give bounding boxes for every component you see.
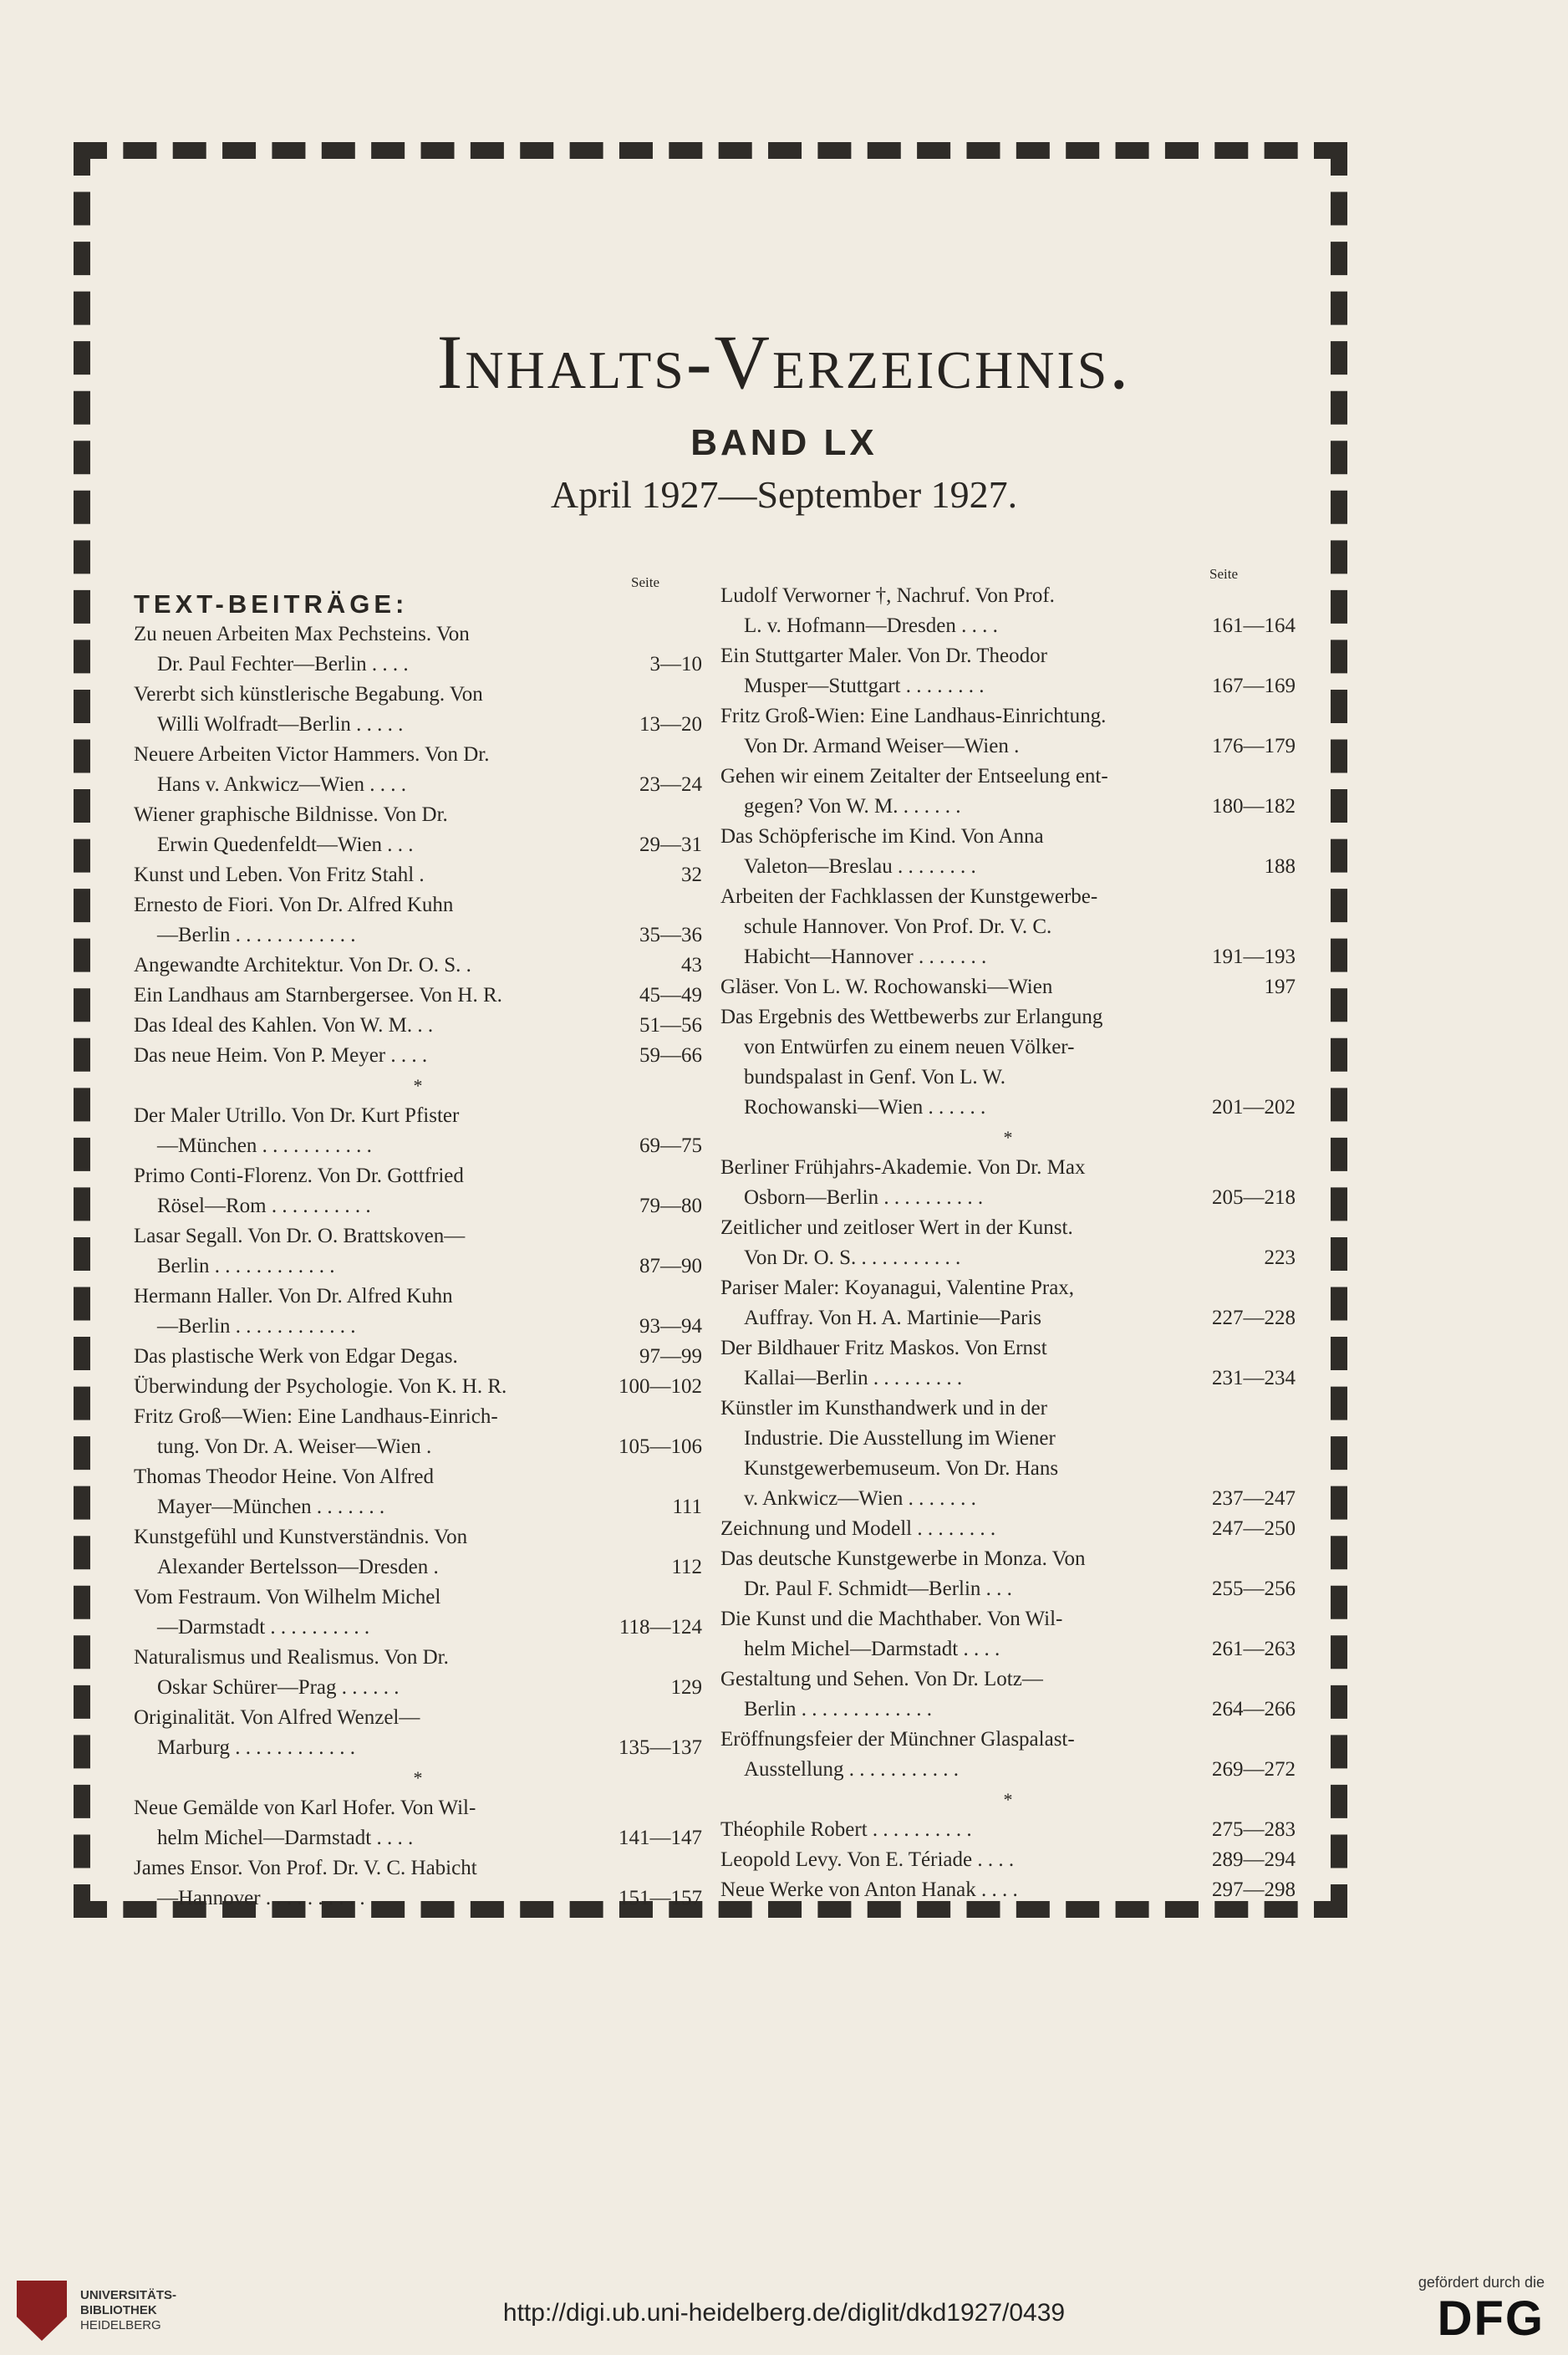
toc-entry[interactable] xyxy=(720,882,1296,972)
entry-text-line: gegen? Von W. M. . . . . . . xyxy=(744,795,961,818)
entry-text-line: Lasar Segall. Von Dr. O. Brattskoven— xyxy=(134,1225,466,1247)
entry-text-line: Gläser. Von L. W. Rochowanski—Wien xyxy=(720,976,1053,998)
volume-label: BAND LX xyxy=(690,422,878,463)
section-separator-star: * xyxy=(413,1767,423,1788)
entry-page-range: 297—298 xyxy=(1212,1878,1296,1901)
entry-text-line: Kallai—Berlin . . . . . . . . . xyxy=(744,1367,963,1389)
entry-text-line: helm Michel—Darmstadt . . . . xyxy=(157,1827,414,1849)
toc-entry[interactable] xyxy=(134,1342,702,1372)
entry-text-line: Der Maler Utrillo. Von Dr. Kurt Pfister xyxy=(134,1104,460,1127)
entry-text-line: James Ensor. Von Prof. Dr. V. C. Habicht xyxy=(134,1857,477,1879)
entry-page-range: 118—124 xyxy=(619,1616,702,1639)
entry-text-line: Leopold Levy. Von E. Tériade . . . . xyxy=(720,1848,1015,1871)
right-column xyxy=(720,566,1296,1905)
entry-text-line: Originalität. Von Alfred Wenzel— xyxy=(134,1706,420,1729)
toc-entry[interactable] xyxy=(720,972,1296,1002)
toc-entry[interactable] xyxy=(134,1011,702,1041)
entry-page-range: 111 xyxy=(672,1496,702,1518)
entry-text-line: Musper—Stuttgart . . . . . . . . xyxy=(744,675,985,697)
entry-text-line: Eröffnungsfeier der Münchner Glaspalast- xyxy=(720,1728,1075,1751)
toc-entry[interactable] xyxy=(720,1213,1296,1273)
entry-text-line: von Entwürfen zu einem neuen Völker- xyxy=(744,1036,1075,1058)
toc-entry[interactable] xyxy=(134,1402,702,1462)
section-separator-star: * xyxy=(1003,1789,1013,1810)
entry-text-line: —Berlin . . . . . . . . . . . . xyxy=(157,1315,356,1338)
toc-entry[interactable] xyxy=(134,619,702,680)
toc-entry[interactable] xyxy=(134,1462,702,1522)
entry-text-line: Osborn—Berlin . . . . . . . . . . xyxy=(744,1186,984,1209)
toc-entry[interactable] xyxy=(720,701,1296,762)
toc-entry[interactable] xyxy=(720,641,1296,701)
entry-text-line: Habicht—Hannover . . . . . . . xyxy=(744,946,987,968)
toc-entry[interactable] xyxy=(134,1041,702,1071)
entry-text-line: Hermann Haller. Von Dr. Alfred Kuhn xyxy=(134,1285,453,1307)
toc-entry[interactable] xyxy=(134,1522,702,1583)
toc-entry[interactable] xyxy=(134,951,702,981)
toc-entry[interactable] xyxy=(134,1101,702,1161)
toc-entry[interactable] xyxy=(134,680,702,740)
entry-page-range: 167—169 xyxy=(1212,675,1296,697)
toc-entry[interactable] xyxy=(720,1002,1296,1123)
section-heading: TEXT-BEITRÄGE: xyxy=(134,589,409,619)
entry-page-range: 59—66 xyxy=(639,1044,702,1067)
entry-page-range: 43 xyxy=(681,954,702,976)
entry-page-range: 69—75 xyxy=(639,1134,702,1157)
toc-entry[interactable] xyxy=(720,1664,1296,1725)
entry-text-line: Angewandte Architektur. Von Dr. O. S. . xyxy=(134,954,471,976)
section-separator-star: * xyxy=(1003,1127,1013,1148)
toc-entry[interactable] xyxy=(720,1845,1296,1875)
entry-page-range: 100—102 xyxy=(619,1375,702,1398)
entry-text-line: Naturalismus und Realismus. Von Dr. xyxy=(134,1646,449,1669)
toc-entry[interactable] xyxy=(720,1514,1296,1544)
entry-page-range: 247—250 xyxy=(1212,1517,1296,1540)
footer xyxy=(0,2274,1568,2355)
entry-text-line: Alexander Bertelsson—Dresden . xyxy=(157,1556,439,1578)
entry-text-line: Neue Werke von Anton Hanak . . . . xyxy=(720,1878,1018,1901)
library-name: UNIVERSITÄTS- BIBLIOTHEK HEIDELBERG xyxy=(80,2288,177,2332)
toc-entry[interactable] xyxy=(720,1394,1296,1514)
entry-text-line: Rochowanski—Wien . . . . . . xyxy=(744,1096,986,1119)
entry-text-line: Théophile Robert . . . . . . . . . . xyxy=(720,1818,972,1841)
toc-entry[interactable] xyxy=(720,1815,1296,1845)
toc-entry[interactable] xyxy=(134,740,702,800)
entry-text-line: Dr. Paul Fechter—Berlin . . . . xyxy=(157,653,409,675)
toc-entry[interactable] xyxy=(134,1161,702,1221)
entry-page-range: 93—94 xyxy=(639,1315,702,1338)
toc-entry[interactable] xyxy=(134,860,702,890)
entry-text-line: Überwindung der Psychologie. Von K. H. R. xyxy=(134,1375,507,1398)
entry-text-line: Erwin Quedenfeldt—Wien . . . xyxy=(157,833,414,856)
dfg-logo[interactable] xyxy=(1418,2274,1545,2347)
entry-page-range: 227—228 xyxy=(1212,1307,1296,1329)
entry-page-range: 129 xyxy=(670,1676,702,1699)
entry-page-range: 201—202 xyxy=(1212,1096,1296,1119)
entry-text-line: Das plastische Werk von Edgar Degas. xyxy=(134,1345,458,1368)
entry-text-line: Das Ergebnis des Wettbewerbs zur Erlangung xyxy=(720,1006,1103,1028)
entry-list xyxy=(720,581,1296,1905)
entry-text-line: Kunstgewerbemuseum. Von Dr. Hans xyxy=(744,1457,1059,1480)
toc-entry[interactable] xyxy=(720,1153,1296,1213)
entry-text-line: Kunstgefühl und Kunstverständnis. Von xyxy=(134,1526,468,1548)
entry-text-line: Vererbt sich künstlerische Begabung. Von xyxy=(134,683,483,706)
entry-text-line: Berlin . . . . . . . . . . . . xyxy=(157,1255,335,1277)
entry-text-line: Der Bildhauer Fritz Maskos. Von Ernst xyxy=(720,1337,1047,1359)
entry-text-line: Wiener graphische Bildnisse. Von Dr. xyxy=(134,803,448,826)
page-column-label: Seite xyxy=(1209,566,1238,582)
entry-page-range: 13—20 xyxy=(639,713,702,736)
entry-text-line: Mayer—München . . . . . . . xyxy=(157,1496,385,1518)
entry-text-line: Ludolf Verworner †, Nachruf. Von Prof. xyxy=(720,584,1055,607)
left-column xyxy=(134,574,702,1914)
entry-text-line: Das deutsche Kunstgewerbe in Monza. Von xyxy=(720,1547,1086,1570)
entry-page-range: 112 xyxy=(671,1556,702,1578)
entry-text-line: Fritz Groß-Wien: Eine Landhaus-Einrichtung. xyxy=(720,705,1107,727)
entry-page-range: 289—294 xyxy=(1212,1848,1296,1871)
entry-page-range: 261—263 xyxy=(1212,1638,1296,1660)
entry-page-range: 161—164 xyxy=(1212,614,1296,637)
toc-entry[interactable] xyxy=(134,1583,702,1643)
entry-page-range: 176—179 xyxy=(1212,735,1296,757)
entry-page-range: 105—106 xyxy=(619,1435,702,1458)
entry-text-line: Marburg . . . . . . . . . . . . xyxy=(157,1736,356,1759)
entry-page-range: 29—31 xyxy=(639,833,702,856)
entry-text-line: Ausstellung . . . . . . . . . . . xyxy=(744,1758,959,1781)
entry-page-range: 79—80 xyxy=(639,1195,702,1217)
entry-text-line: tung. Von Dr. A. Weiser—Wien . xyxy=(157,1435,432,1458)
entry-text-line: Kunst und Leben. Von Fritz Stahl . xyxy=(134,864,425,886)
toc-entry[interactable] xyxy=(134,981,702,1011)
entry-text-line: Zeichnung und Modell . . . . . . . . xyxy=(720,1517,996,1540)
entry-text-line: Fritz Groß—Wien: Eine Landhaus-Einrich- xyxy=(134,1405,498,1428)
entry-page-range: 231—234 xyxy=(1212,1367,1296,1389)
entry-text-line: Valeton—Breslau . . . . . . . . xyxy=(744,855,976,878)
entry-text-line: Pariser Maler: Koyanagui, Valentine Prax, xyxy=(720,1277,1075,1299)
entry-text-line: Zeitlicher und zeitloser Wert in der Kunst. xyxy=(720,1216,1073,1239)
entry-text-line: Von Dr. O. S. . . . . . . . . . . xyxy=(744,1246,961,1269)
entry-page-range: 191—193 xyxy=(1212,946,1296,968)
entry-text-line: Rösel—Rom . . . . . . . . . . xyxy=(157,1195,371,1217)
entry-page-range: 35—36 xyxy=(639,924,702,946)
entry-text-line: Die Kunst und die Machthaber. Von Wil- xyxy=(720,1608,1063,1630)
entry-text-line: Ein Landhaus am Starnbergersee. Von H. R. xyxy=(134,984,502,1007)
toc-entry[interactable] xyxy=(134,1703,702,1763)
entry-text-line: Gestaltung und Sehen. Von Dr. Lotz— xyxy=(720,1668,1043,1690)
entry-page-range: 97—99 xyxy=(639,1345,702,1368)
entry-text-line: Von Dr. Armand Weiser—Wien . xyxy=(744,735,1020,757)
entry-page-range: 32 xyxy=(681,864,702,886)
entry-page-range: 205—218 xyxy=(1212,1186,1296,1209)
entry-text-line: Künstler im Kunsthandwerk und in der xyxy=(720,1397,1047,1420)
entry-page-range: 264—266 xyxy=(1212,1698,1296,1720)
entry-text-line: Primo Conti-Florenz. Von Dr. Gottfried xyxy=(134,1165,464,1187)
entry-page-range: 51—56 xyxy=(639,1014,702,1037)
toc-entry[interactable] xyxy=(720,1544,1296,1604)
entry-page-range: 45—49 xyxy=(639,984,702,1007)
entry-page-range: 180—182 xyxy=(1212,795,1296,818)
entry-page-range: 151—157 xyxy=(619,1887,702,1909)
page-column-label: Seite xyxy=(631,574,659,590)
entry-text-line: Thomas Theodor Heine. Von Alfred xyxy=(134,1466,434,1488)
toc-entry[interactable] xyxy=(720,1273,1296,1333)
toc-entry[interactable] xyxy=(134,1643,702,1703)
entry-text-line: schule Hannover. Von Prof. Dr. V. C. xyxy=(744,915,1052,938)
entry-text-line: Ernesto de Fiori. Von Dr. Alfred Kuhn xyxy=(134,894,454,916)
toc-entry[interactable] xyxy=(720,1604,1296,1664)
entry-page-range: 135—137 xyxy=(619,1736,702,1759)
entry-text-line: Das Schöpferische im Kind. Von Anna xyxy=(720,825,1044,848)
toc-entry[interactable] xyxy=(720,762,1296,822)
entry-page-range: 141—147 xyxy=(619,1827,702,1849)
entry-page-range: 269—272 xyxy=(1212,1758,1296,1781)
toc-entry[interactable] xyxy=(134,1793,702,1853)
funding-note: gefördert durch die xyxy=(1418,2274,1545,2291)
entry-text-line: Dr. Paul F. Schmidt—Berlin . . . xyxy=(744,1578,1012,1600)
entry-page-range: 188 xyxy=(1264,855,1296,878)
toc-entry[interactable] xyxy=(134,1853,702,1914)
entry-text-line: Vom Festraum. Von Wilhelm Michel xyxy=(134,1586,441,1608)
entry-page-range: 23—24 xyxy=(639,773,702,796)
toc-entry[interactable] xyxy=(720,1333,1296,1394)
entry-text-line: Arbeiten der Fachklassen der Kunstgewerbe- xyxy=(720,885,1098,908)
toc-entry[interactable] xyxy=(134,1372,702,1402)
entry-text-line: —Darmstadt . . . . . . . . . . xyxy=(157,1616,370,1639)
toc-entry[interactable] xyxy=(720,822,1296,882)
entry-page-range: 275—283 xyxy=(1212,1818,1296,1841)
entry-page-range: 87—90 xyxy=(639,1255,702,1277)
toc-entry[interactable] xyxy=(134,1221,702,1282)
entry-page-range: 237—247 xyxy=(1212,1487,1296,1510)
dfg-wordmark: DFG xyxy=(1437,2291,1545,2346)
volume-dates: April 1927—September 1927. xyxy=(550,473,1018,516)
toc-entry[interactable] xyxy=(134,1282,702,1342)
entry-text-line: Das Ideal des Kahlen. Von W. M. . . xyxy=(134,1014,434,1037)
entry-text-line: Neuere Arbeiten Victor Hammers. Von Dr. xyxy=(134,743,490,766)
entry-text-line: Hans v. Ankwicz—Wien . . . . xyxy=(157,773,407,796)
toc-entry[interactable] xyxy=(720,581,1296,641)
entry-text-line: Zu neuen Arbeiten Max Pechsteins. Von xyxy=(134,623,470,645)
section-separator-star: * xyxy=(413,1075,423,1096)
page-title: Inhalts-Verzeichnis. xyxy=(436,319,1132,405)
entry-page-range: 3—10 xyxy=(649,653,702,675)
toc-entry[interactable] xyxy=(134,800,702,860)
toc-entry[interactable] xyxy=(134,890,702,951)
toc-entry[interactable] xyxy=(720,1875,1296,1905)
entry-text-line: bundspalast in Genf. Von L. W. xyxy=(744,1066,1005,1088)
toc-entry[interactable] xyxy=(720,1725,1296,1785)
entry-text-line: Ein Stuttgarter Maler. Von Dr. Theodor xyxy=(720,645,1047,667)
entry-page-range: 255—256 xyxy=(1212,1578,1296,1600)
entry-text-line: Gehen wir einem Zeitalter der Entseelung ent- xyxy=(720,765,1108,788)
entry-text-line: Das neue Heim. Von P. Meyer . . . . xyxy=(134,1044,428,1067)
entry-text-line: —Hannover . . . . . . . . . . xyxy=(157,1887,365,1909)
entry-text-line: Industrie. Die Ausstellung im Wiener xyxy=(744,1427,1056,1450)
entry-page-range: 197 xyxy=(1264,976,1296,998)
entry-text-line: v. Ankwicz—Wien . . . . . . . xyxy=(744,1487,976,1510)
entry-text-line: Auffray. Von H. A. Martinie—Paris xyxy=(744,1307,1041,1329)
entry-text-line: L. v. Hofmann—Dresden . . . . xyxy=(744,614,998,637)
entry-text-line: Berliner Frühjahrs-Akademie. Von Dr. Max xyxy=(720,1156,1086,1179)
entry-text-line: helm Michel—Darmstadt . . . . xyxy=(744,1638,1000,1660)
entry-text-line: Berlin . . . . . . . . . . . . . xyxy=(744,1698,932,1720)
entry-text-line: Neue Gemälde von Karl Hofer. Von Wil- xyxy=(134,1797,476,1819)
source-url-link[interactable]: http://digi.ub.uni-heidelberg.de/diglit/dkd1927/0439 xyxy=(502,2299,1066,2327)
entry-text-line: —Berlin . . . . . . . . . . . . xyxy=(157,924,356,946)
entry-text-line: Oskar Schürer—Prag . . . . . . xyxy=(157,1676,400,1699)
entry-page-range: 223 xyxy=(1264,1246,1296,1269)
entry-text-line: —München . . . . . . . . . . . xyxy=(157,1134,372,1157)
entry-text-line: Willi Wolfradt—Berlin . . . . . xyxy=(157,713,404,736)
entry-list xyxy=(134,619,702,1914)
